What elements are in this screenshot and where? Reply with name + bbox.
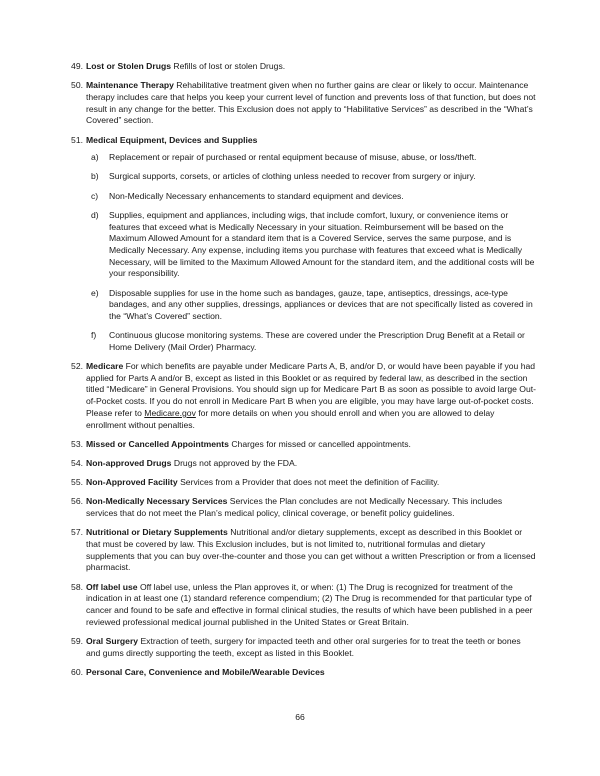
sub-list-item xyxy=(86,191,536,203)
sub-item-letter: c) xyxy=(91,190,99,201)
list-item xyxy=(68,80,536,127)
list-item xyxy=(68,477,536,489)
item-text: Rehabilitative treatment given when no further gains are clear or likely to occur. Maintenance therapy includes care that helps you keep your current level of function and prevents loss of that function, but does not result in any change for the better. This Exclusion does not apply to “Habilitative Services” as described in the “What’s Covered” section. xyxy=(86,80,536,126)
list-item xyxy=(68,667,536,679)
sub-list-item xyxy=(86,171,536,183)
sub-list-item xyxy=(86,210,536,280)
item-number: 54. xyxy=(71,457,83,468)
item-term: Nutritional or Dietary Supplements xyxy=(86,527,228,538)
item-term: Non-Medically Necessary Services xyxy=(86,496,228,507)
sub-item-text: Non-Medically Necessary enhancements to standard equipment and devices. xyxy=(109,190,404,201)
item-text-after-link: for more details on when you should enroll and when you are allowed to delay enrollment without penalties. xyxy=(86,407,495,430)
item-term: Lost or Stolen Drugs xyxy=(86,61,171,71)
list-item xyxy=(68,361,536,431)
sub-list-item xyxy=(86,152,536,164)
sub-list xyxy=(86,152,536,353)
exclusions-content xyxy=(68,61,536,686)
list-item xyxy=(68,496,536,519)
item-number: 58. xyxy=(71,581,83,592)
sub-list-item xyxy=(86,288,536,323)
sub-item-letter: b) xyxy=(91,171,99,182)
sub-list-item xyxy=(86,330,536,353)
sub-item-text: Surgical supports, corsets, or articles of clothing unless needed to recover from surgery or injury. xyxy=(109,171,476,182)
exclusions-list xyxy=(68,61,536,679)
item-text: Services the Plan concludes are not Medically Necessary. This includes services that do not meet the Plan’s medical policy, clinical coverage, or benefit policy guidelines. xyxy=(86,496,503,519)
item-text: Charges for missed or cancelled appointments. xyxy=(231,438,411,449)
item-term: Personal Care, Convenience and Mobile/Wearable Devices xyxy=(86,666,325,677)
item-text: Extraction of teeth, surgery for impacted teeth and other oral surgeries for to treat the teeth or bones and gums directly supporting the teeth, except as listed in this Booklet. xyxy=(86,635,521,658)
sub-item-letter: e) xyxy=(91,287,99,298)
item-text: Services from a Provider that does not meet the definition of Facility. xyxy=(180,477,440,488)
item-text: Off label use, unless the Plan approves it, or when: (1) The Drug is recognized for treatment of the indication in at least one (1) standard reference compendium; (2) The Drug is recommended for that particular type of cancer and found to be safe and effective in formal clinical studies, the results of which have been published in a peer reviewed professional medical journal published in the United States or Great Britain. xyxy=(86,581,533,627)
item-term: Off label use xyxy=(86,581,138,592)
medicare-gov-link[interactable]: Medicare.gov xyxy=(144,407,196,418)
sub-item-text: Disposable supplies for use in the home such as bandages, gauze, tape, antiseptics, dressings, ace-type bandages, and any other supplies, dressings, appliances or devices that are not specifically listed as covered in the “What’s Covered” section. xyxy=(109,287,533,321)
page-number: 66 xyxy=(295,712,305,722)
list-item xyxy=(68,582,536,629)
sub-item-text: Supplies, equipment and appliances, including wigs, that include comfort, luxury, or convenience items or features that exceed what is Medically Necessary in your situation. Reimbursement will be based on the Maximum Allowed Amount for a standard item that is a Covered Service, serves the same purpose, and is Medically Necessary. Any expense, including items you purchase with features that exceed what is Medically Necessary, will be limited to the Maximum Allowed Amount for the standard item, and the additional costs will be your responsibility. xyxy=(109,209,535,279)
item-text-before-link: For which benefits are payable under Medicare Parts A, B, and/or D, or would have been payable if you had applied for Parts A and/or B, except as listed in this Booklet or as required by federal law, as described in the section titled “Medicare” in General Provisions. You should sign up for Medicare Part B as soon as possible to avoid large Out-of-Pocket costs. If you do not enroll in Medicare Part B when you are eligible, you may have large out-of-pocket costs. Please refer to xyxy=(86,361,536,418)
item-number: 52. xyxy=(71,361,83,372)
sub-item-text: Continuous glucose monitoring systems. These are covered under the Prescription Drug Benefit at a Retail or Home Delivery (Mail Order) Pharmacy. xyxy=(109,330,525,352)
sub-item-text: Replacement or repair of purchased or rental equipment because of misuse, abuse, or loss/theft. xyxy=(109,152,477,163)
item-text: Refills of lost or stolen Drugs. xyxy=(173,61,286,71)
item-number: 60. xyxy=(71,666,83,677)
item-text: Nutritional and/or dietary supplements, except as described in this Booklet or that must be covered by law. This Exclusion includes, but is not limited to, nutritional formulas and dietary supplements that you can buy over-the-counter and those you can get without a written Prescription or from a licensed pharmacist. xyxy=(86,527,536,573)
list-item xyxy=(68,636,536,659)
item-number: 53. xyxy=(71,438,83,449)
item-text: Drugs not approved by the FDA. xyxy=(173,457,298,468)
item-number: 50. xyxy=(71,80,83,91)
sub-item-letter: d) xyxy=(91,209,99,220)
list-item xyxy=(68,439,536,451)
item-number: 56. xyxy=(71,496,83,507)
item-term: Oral Surgery xyxy=(86,635,139,646)
item-term: Missed or Cancelled Appointments xyxy=(86,438,229,449)
list-item xyxy=(68,458,536,470)
item-term: Medicare xyxy=(86,361,124,372)
item-term: Maintenance Therapy xyxy=(86,80,174,91)
item-number: 59. xyxy=(71,635,83,646)
list-item xyxy=(68,135,536,354)
list-item xyxy=(68,527,536,574)
item-term: Non-approved Drugs xyxy=(86,457,172,468)
sub-item-letter: a) xyxy=(91,152,99,163)
item-number: 57. xyxy=(71,527,83,538)
item-number: 51. xyxy=(71,134,83,145)
item-number: 55. xyxy=(71,477,83,488)
sub-item-letter: f) xyxy=(91,330,97,341)
item-term: Non-Approved Facility xyxy=(86,477,178,488)
item-number: 49. xyxy=(71,61,83,71)
item-term: Medical Equipment, Devices and Supplies xyxy=(86,134,258,145)
list-item xyxy=(68,61,536,73)
